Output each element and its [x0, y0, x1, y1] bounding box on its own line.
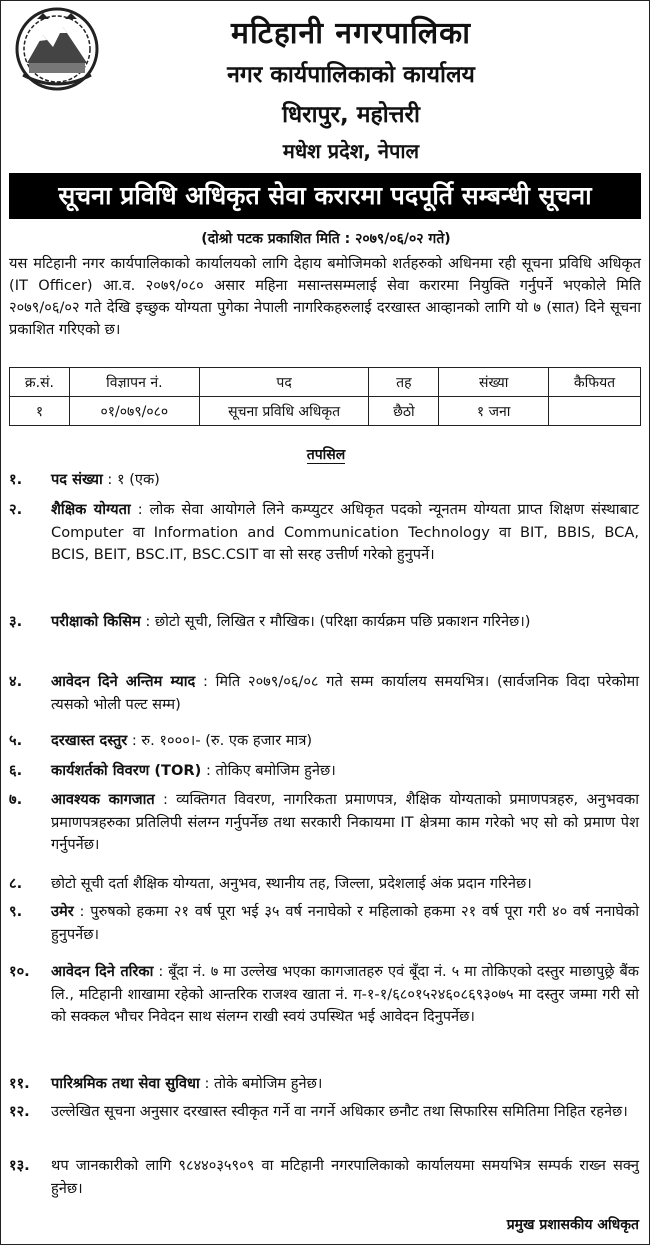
table-row: [10, 397, 641, 426]
item-number: २.: [9, 501, 23, 518]
header-remarks: कैफियत: [549, 368, 641, 397]
item-label: परीक्षाको किसिम: [51, 613, 141, 630]
item-label: आवेदन दिने तरिका: [51, 963, 154, 980]
item-text: : बूँदा नं. ७ मा उल्लेख भएका कागजातहरु एवं बूँदा नं. ५ मा तोकिएको दस्तुर माछापुछ्रे बैंक लि., मटिहानी शाखामा रहेको आन्तरिक राजश्व खाता नं. ग-१-१/६८०१५२४६०८६९३०७५ मा दस्तुर जम्मा गरी सो को सक्कल भौचर निवेदन साथ संलग्न राखी स्वयं उपस्थित भई आवेदन दिनुपर्नेछ।: [51, 963, 639, 1025]
item-text: : तोके बमोजिम हुनेछ।: [199, 1075, 323, 1092]
header-serial: क्र.सं.: [10, 368, 70, 397]
cell-post: सूचना प्रविधि अधिकृत: [199, 397, 369, 426]
item-text: छोटो सूची दर्ता शैक्षिक योग्यता, अनुभव, स्थानीय तह, जिल्ला, प्रदेशलाई अंक प्रदान गरिनेछ।: [51, 875, 532, 892]
signatory: प्रमुख प्रशासकीय अधिकृत: [506, 1217, 639, 1233]
cell-remarks: [549, 397, 641, 426]
item-number: ८.: [9, 875, 23, 892]
item-label: दरखास्त दस्तुर: [51, 732, 128, 749]
item-text: : तोकिए बमोजिम हुनेछ।: [201, 762, 336, 779]
item-text: : व्यक्तिगत विवरण, नागरिकता प्रमाणपत्र, शैक्षिक योग्यताको प्रमाणपत्रहरु, अनुभवका प्रमाणपत्रहरुका प्रतिलिपी संलग्न गर्नुपर्नेछ तथा सरकारी निकायमा IT क्षेत्रमा काम गरेको भए सो को प्रमाण पेश गर्नुपर्नेछ।: [51, 791, 639, 853]
item-text: : १ (एक): [102, 471, 160, 488]
header-post: पद: [199, 368, 369, 397]
item-text: : पुरुषको हकमा २१ वर्ष पूरा भई ३५ वर्ष ननाघेको र महिलाको हकमा २१ वर्ष पूरा गरी ४० वर्ष ननाघेको हुनुपर्नेछ।: [51, 903, 639, 943]
item-number: १०.: [9, 963, 30, 980]
org-name: मटिहानी नगरपालिका: [231, 16, 471, 51]
vacancy-table: [9, 367, 641, 426]
table-header-row: [10, 368, 641, 397]
item-number: ३.: [9, 613, 23, 630]
item-number: १.: [9, 471, 23, 488]
header-level: तह: [369, 368, 439, 397]
header-count: संख्या: [439, 368, 549, 397]
item-label: पारिश्रमिक तथा सेवा सुविधा: [51, 1075, 200, 1092]
intro-paragraph: यस मटिहानी नगर कार्यपालिकाको कार्यालयको लागि देहाय बमोजिमको शर्तहरुको अधिनमा रही सूचना प्रविधि अधिकृत (IT Officer) आ.व. २०७९/०८० असार महिना मसान्तसम्मलाई सेवा करारमा नियुक्ति गर्नुपर्ने भएकोले मिति २०७९/०६/०२ गते देखि इच्छुक योग्यता पुगेका नेपाली नागरिकहरुलाई दरखास्त आव्हानको लागि यो ७ (सात) दिने सूचना प्रकाशित गरिएको छ।: [9, 255, 641, 338]
item-number: १३.: [9, 1157, 30, 1174]
notice-title: सूचना प्रविधि अधिकृत सेवा करारमा पदपूर्ति सम्बन्धी सूचना: [9, 173, 641, 219]
item-label: उमेर: [51, 903, 74, 920]
office-location: धिरापुर, महोत्तरी: [282, 102, 420, 128]
cell-ad-number: ०१/०७९/०८०: [69, 397, 199, 426]
item-number: १२.: [9, 1103, 30, 1120]
item-label: शैक्षिक योग्यता: [51, 501, 131, 518]
item-text: उल्लेखित सूचना अनुसार दरखास्त स्वीकृत गर्ने वा नगर्ने अधिकार छनौट तथा सिफारिस समितिमा निहित रहनेछ।: [51, 1103, 628, 1120]
item-number: ९.: [9, 903, 23, 920]
cell-count: १ जना: [439, 397, 549, 426]
item-text: : लोक सेवा आयोगले लिने कम्प्युटर अधिकृत पदको न्यूनतम योग्यता प्राप्त शिक्षण संस्थाबाट Computer वा Information and Communication Technology वा BIT, BBIS, BCA, BCIS, BEIT, BSC.IT, BSC.CSIT वा सो सरह उत्तीर्ण गरेको हुनुपर्ने।: [51, 501, 639, 563]
details-heading: [1, 445, 650, 464]
cell-level: छैठो: [369, 397, 439, 426]
office-name: नगर कार्यपालिकाको कार्यालय: [227, 62, 475, 88]
nepal-emblem-icon: [9, 5, 105, 93]
item-text: : मिति २०७९/०६/०८ गते सम्म कार्यालय समयभित्र। (सार्वजनिक विदा परेकोमा त्यसको भोली पल्ट सम्म): [51, 673, 639, 713]
item-label: आवेदन दिने अन्तिम म्याद: [51, 673, 196, 690]
item-text: थप जानकारीको लागि ९८४४०३५९०९ वा मटिहानी नगरपालिकाको कार्यालयमा समयभित्र सम्पर्क राख्न सक्नु हुनेछ।: [51, 1157, 639, 1197]
item-label: पद संख्या: [51, 471, 103, 488]
item-number: ७.: [9, 791, 23, 808]
publication-date: (दोश्रो पटक प्रकाशित मिति : २०७९/०६/०२ गते): [201, 231, 451, 247]
item-text: : रु. १०००।- (रु. एक हजार मात्र): [127, 732, 313, 749]
cell-serial: १: [10, 397, 70, 426]
province-country: मधेश प्रदेश, नेपाल: [282, 139, 420, 163]
item-number: ११.: [9, 1075, 30, 1092]
item-text: : छोटो सूची, लिखित र मौखिक। (परिक्षा कार्यक्रम पछि प्रकाशन गरिनेछ।): [140, 613, 531, 630]
item-number: ४.: [9, 673, 23, 690]
item-label: कार्यशर्तको विवरण (TOR): [51, 762, 202, 779]
header-ad-number: विज्ञापन नं.: [69, 368, 199, 397]
item-number: ६.: [9, 762, 23, 779]
details-heading-text: तपसिल: [306, 447, 346, 463]
item-label: आवश्यक कागजात: [51, 791, 155, 808]
item-number: ५.: [9, 732, 23, 749]
